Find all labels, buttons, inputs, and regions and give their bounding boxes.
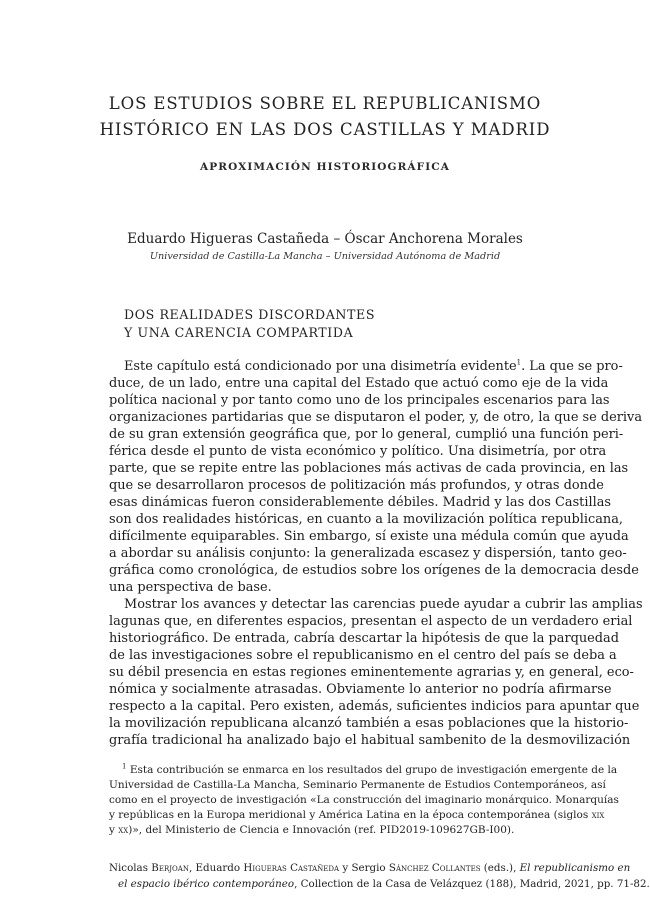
body-line: duce, de un lado, entre una capital del Estado que actuó como eje de la vida — [109, 376, 609, 391]
authors: Eduardo Higueras Castañeda – Óscar Anchorena Morales — [127, 231, 523, 247]
chapter-title-line-1: LOS ESTUDIOS SOBRE EL REPUBLICANISMO — [108, 94, 542, 113]
footnote-line: y repúblicas en la Europa meridional y América Latina en la época contemporánea (siglos xix — [109, 809, 605, 821]
body-line: lagunas que, en diferentes espacios, presentan el aspecto de un verdadero erial — [109, 614, 633, 629]
footnote-line: como en el proyecto de investigación «La construcción del imaginario monárquico. Monarquías — [109, 794, 619, 806]
body-line: organizaciones partidarias que se disputaron el poder, y, de otro, la que se deriva — [109, 410, 643, 425]
affiliation: Universidad de Castilla-La Mancha – Universidad Autónoma de Madrid — [149, 251, 501, 262]
footnote-line: y xx)», del Ministerio de Ciencia e Innovación (ref. PID2019-109627GB-I00). — [109, 824, 515, 836]
footnote-number: 1 — [122, 762, 127, 771]
body-line: grafía tradicional ha analizado bajo el habitual sambenito de la desmovilización — [109, 733, 631, 748]
body-line: parte, que se repite entre las poblaciones más activas de cada provincia, en las — [109, 461, 629, 476]
footnote-line: Universidad de Castilla-La Mancha, Seminario Permanente de Estudios Contemporáneos, así — [109, 779, 606, 791]
section-heading-line-2: Y UNA CARENCIA COMPARTIDA — [124, 325, 354, 340]
footnote-line: $^1$ Esta contribución se enmarca en los resultados del grupo de investigación emergente de la — [122, 762, 618, 776]
body-line: Mostrar los avances y detectar las carencias puede ayudar a cubrir las amplias — [124, 597, 643, 612]
body-line: son dos realidades históricas, en cuanto a la movilización política republicana, — [109, 512, 624, 527]
chapter-title-line-2: HISTÓRICO EN LAS DOS CASTILLAS Y MADRID — [99, 120, 551, 139]
body-line: nómica y socialmente atrasadas. Obviamente lo anterior no podría afirmarse — [109, 682, 612, 697]
body-line: una perspectiva de base. — [109, 580, 272, 595]
body-line: su débil presencia en estas regiones eminentemente agrarias y, en general, eco- — [109, 665, 634, 680]
body-line: gráfica como cronológica, de estudios sobre los orígenes de la democracia desde — [109, 563, 639, 578]
body-line: historiográfico. De entrada, cabría descartar la hipótesis de que la parquedad — [109, 631, 619, 646]
body-line: de su gran extensión geográfica que, por lo general, cumplió una función peri- — [109, 427, 624, 442]
citation-line-2: el espacio ibérico contemporáneo, Collection de la Casa de Velázquez (188), Madrid, 2021, pp. 71-82. — [118, 878, 650, 890]
body-line: política nacional y por tanto como uno de los principales escenarios para las — [109, 393, 610, 408]
body-line: férica desde el punto de vista económico y político. Una disimetría, por otra — [109, 444, 607, 459]
body-line: de las investigaciones sobre el republicanismo en el centro del país se deba a — [109, 648, 617, 663]
body-line: a abordar su análisis conjunto: la generalizada escasez y dispersión, tanto geo- — [109, 546, 627, 561]
chapter-subtitle: APROXIMACIÓN HISTORIOGRÁFICA — [200, 161, 450, 173]
body-line: que se desarrollaron procesos de politización más profundos, y otras donde — [109, 478, 604, 493]
section-heading-line-1: DOS REALIDADES DISCORDANTES — [124, 307, 376, 322]
body-line: difícilmente equiparables. Sin embargo, sí existe una médula común que ayuda — [109, 529, 629, 544]
body-line: esas dinámicas fueron considerablemente débiles. Madrid y las dos Castillas — [109, 495, 612, 510]
body-line: respecto a la capital. Pero existen, además, suficientes indicios para apuntar que — [109, 699, 640, 714]
body-line: Este capítulo está condicionado por una disimetría evidente$^1$. La que se pro- — [124, 358, 623, 374]
footnote-reference[interactable]: 1 — [516, 358, 522, 367]
citation-line-1: Nicolas Berjoan, Eduardo Higueras Castañeda y Sergio Sánchez Collantes (eds.), El republicanismo en — [109, 862, 631, 874]
body-line: la movilización republicana alcanzó también a esas poblaciones que la historio- — [109, 716, 629, 731]
